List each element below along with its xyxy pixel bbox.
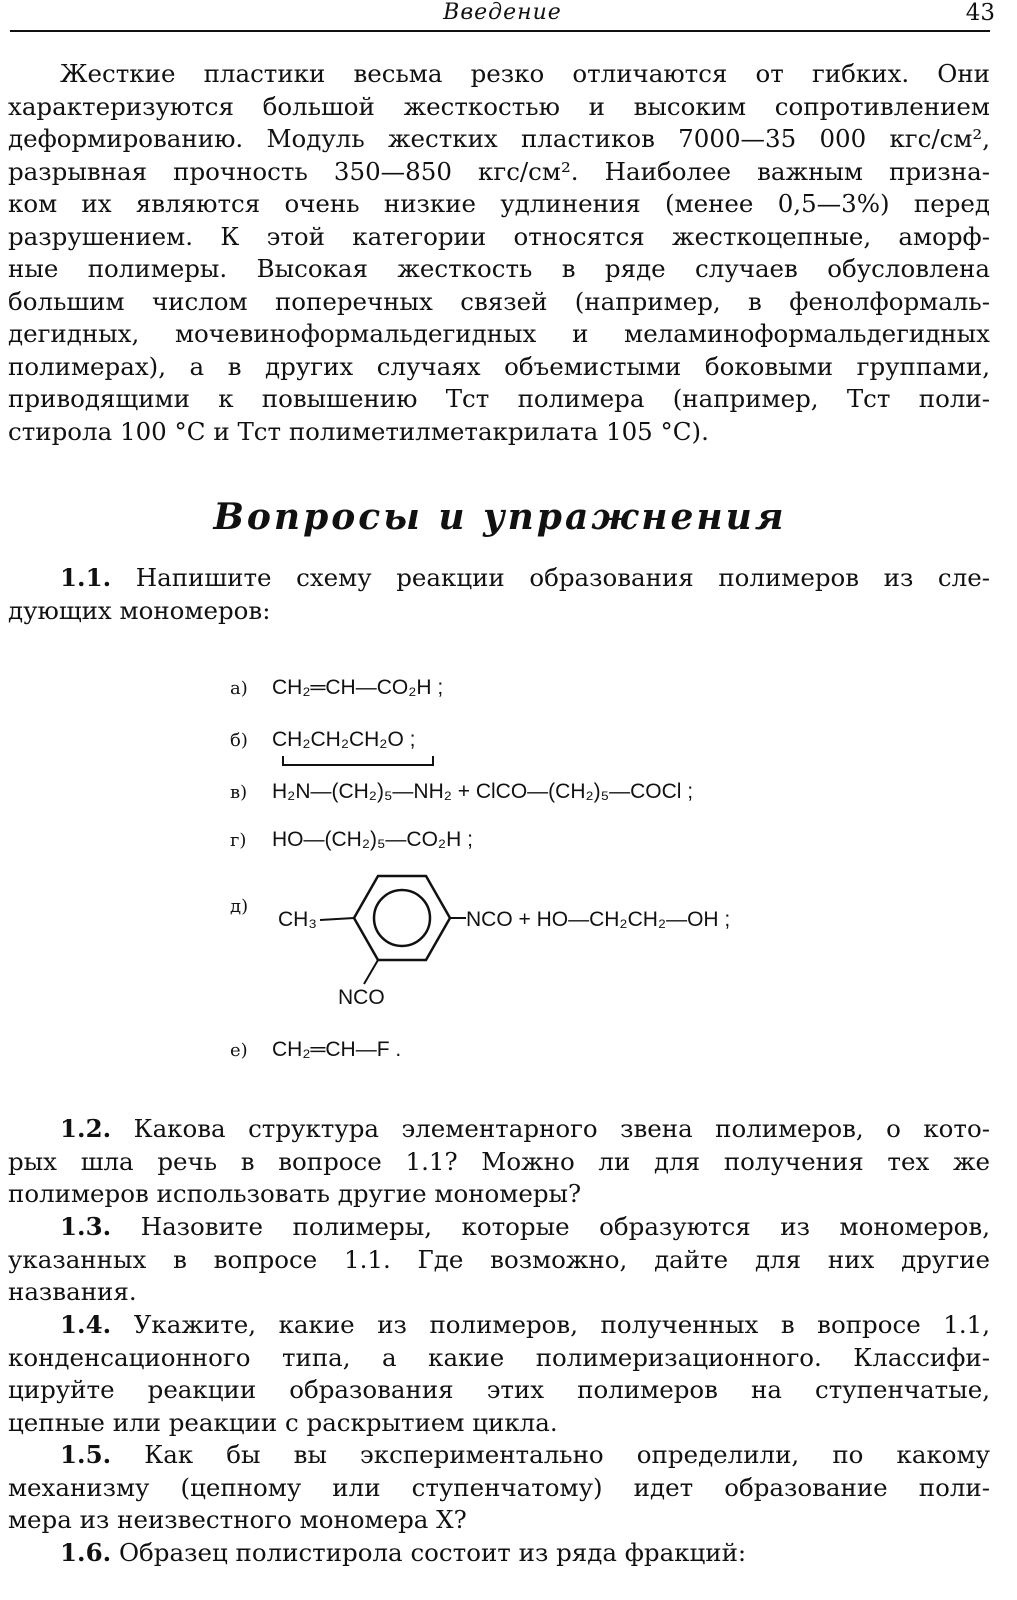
text-line: разрывная прочность 350—850 кгс/см². Наиболее важным призна- xyxy=(8,156,990,186)
question-text: Укажите, какие из полимеров, полученных в вопросе 1.1, xyxy=(133,1310,990,1339)
benzene-ring-diagram xyxy=(230,668,850,1068)
text-line: большим числом поперечных связей (например, в фенолформаль- xyxy=(8,286,990,316)
formula-text: CH₂CH₂CH₂O ; xyxy=(272,728,416,751)
formula-text: CH₂═CH—CO₂H ; xyxy=(272,676,444,699)
text-line: деформированию. Модуль жестких пластиков 7000—35 000 кгс/см², xyxy=(8,124,990,153)
intro-paragraph xyxy=(8,58,990,448)
text-line: цепные или реакции с раскрытием цикла. xyxy=(8,1407,558,1437)
formula-d-right: NCO + HO—CH₂CH₂—OH ; xyxy=(466,908,731,931)
question-number: 1.1. xyxy=(60,563,112,592)
formula-e xyxy=(230,1038,401,1062)
text-line: ные полимеры. Высокая жесткость в ряде случаев обусловлена xyxy=(8,254,990,283)
text-line xyxy=(8,1309,990,1342)
question-1-6 xyxy=(8,1537,990,1570)
question-text: Напишите схему реакции образования полимеров из сле- xyxy=(135,563,990,592)
formula-label: д) xyxy=(230,896,249,917)
formula-label: в) xyxy=(230,782,248,803)
question-1-5 xyxy=(8,1439,990,1537)
text-line: приводящими к повышению Tст полимера (например, Tст поли- xyxy=(8,384,990,413)
formula-text: H₂N—(CH₂)₅—NH₂ + ClCO—(CH₂)₅—COCl ; xyxy=(272,780,694,803)
text-line: конденсационного типа, а какие полимеризационного. Классифи- xyxy=(8,1342,990,1372)
text-line: мера из неизвестного мономера X? xyxy=(8,1505,467,1534)
text-line: рых шла речь в вопросе 1.1? Можно ли для получения тех же xyxy=(8,1146,990,1176)
question-number: 1.4. xyxy=(60,1310,112,1339)
text-line: названия. xyxy=(8,1277,137,1306)
text-line xyxy=(8,1211,990,1244)
formula-text: CH₂═CH—F . xyxy=(272,1038,402,1061)
question-text: Как бы вы экспериментально определили, по какому xyxy=(144,1440,990,1469)
text-line: характеризуются большой жесткостью и высоким сопротивлением xyxy=(8,91,990,121)
text-line: механизму (цепному или ступенчатому) идет образование поли- xyxy=(8,1472,990,1502)
text-line: ком их являются очень низкие удлинения (менее 0,5—3%) перед xyxy=(8,189,990,218)
text-line xyxy=(8,1113,990,1146)
aromatic-circle xyxy=(374,890,430,946)
text-line xyxy=(8,1537,990,1570)
text-line: полимерах), а в других случаях объемистыми боковыми группами, xyxy=(8,351,990,381)
text-line: дующих мономеров: xyxy=(8,595,271,625)
question-1-4 xyxy=(8,1309,990,1439)
header-rule xyxy=(10,30,990,32)
formula-text: HO—(CH₂)₅—CO₂H ; xyxy=(272,828,473,851)
question-1-1 xyxy=(8,562,990,627)
question-number: 1.2. xyxy=(60,1114,112,1143)
section-title: Вопросы и упражнения xyxy=(213,496,787,538)
text-line: дегидных, мочевиноформальдегидных и меламиноформальдегидных xyxy=(8,319,990,348)
running-title: Введение xyxy=(443,0,562,25)
question-text: Образец полистирола состоит из ряда фракций: xyxy=(118,1538,747,1567)
page-number: 43 xyxy=(965,0,995,26)
text-line: Жесткие пластики весьма резко отличаются от гибких. Они xyxy=(60,59,990,88)
question-number: 1.6. xyxy=(60,1538,112,1567)
formula-label: а) xyxy=(230,678,248,699)
monomer-formulas xyxy=(230,668,850,1068)
benzene-hexagon xyxy=(354,876,450,960)
text-line: разрушением. К этой категории относятся жесткоцепные, аморф- xyxy=(8,221,990,251)
formula-label: г) xyxy=(230,830,247,851)
formula-label: е) xyxy=(230,1040,248,1061)
text-line xyxy=(8,1439,990,1472)
nco-bond-bottom xyxy=(364,960,378,984)
running-head xyxy=(10,0,995,30)
methyl-bond xyxy=(320,918,354,920)
text-line: цируйте реакции образования этих полимеров на ступенчатые, xyxy=(8,1375,990,1404)
formula-d-methyl: CH₃ xyxy=(278,908,317,931)
text-line: стирола 100 °С и Tст полиметилметакрилата 105 °С). xyxy=(8,416,709,446)
question-number: 1.5. xyxy=(60,1440,112,1469)
formula-label: б) xyxy=(230,730,248,751)
text-line xyxy=(8,562,990,595)
formula-d-bottom: NCO xyxy=(338,986,385,1009)
text-line: полимеров использовать другие мономеры? xyxy=(8,1179,582,1208)
text-line: указанных в вопросе 1.1. Где возможно, дайте для них другие xyxy=(8,1244,990,1274)
question-text: Какова структура элементарного звена полимеров, о кото- xyxy=(133,1114,990,1143)
question-text: Назовите полимеры, которые образуются из мономеров, xyxy=(140,1212,990,1241)
question-number: 1.3. xyxy=(60,1212,112,1241)
question-1-2 xyxy=(8,1113,990,1211)
question-1-3 xyxy=(8,1211,990,1309)
